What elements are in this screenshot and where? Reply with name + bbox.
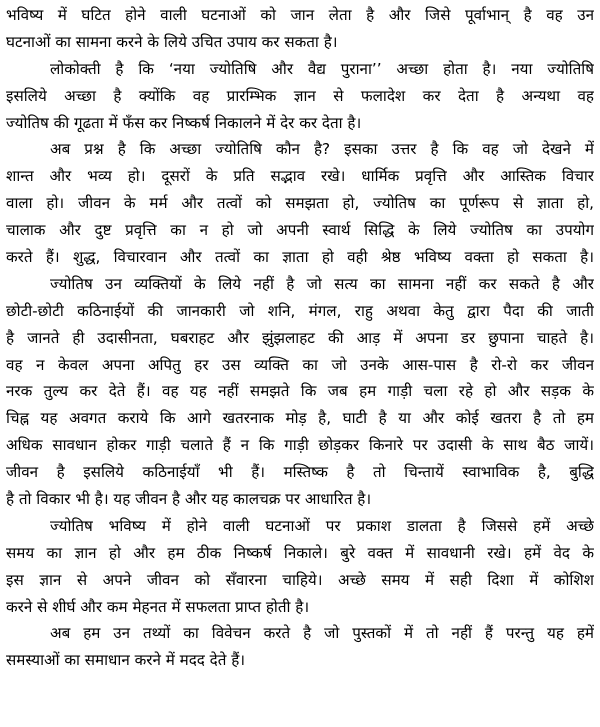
document-page — [6, 2, 594, 674]
text-line: छोटी-छोटी कठिनाईयों की जानकारी जो शनि, मंगल, राहु अथवा केतु द्वारा पैदा की जाती — [6, 301, 594, 320]
text-line: लोकोक्ती है कि ‘नया ज्योतिषि और वैद्य पुराना’’ अच्छा होता है। नया ज्योतिषि — [50, 59, 594, 78]
text-line: अधिक सावधान होकर गाड़ी चलाते हैं न कि गाड़ी छोड़कर किनारे पर उदासी के साथ बैठ जायें। — [6, 436, 594, 455]
text-line: ज्योतिष भविष्य में होने वाली घटनाओं पर प्रकाश डालता है जिससे हमें अच्छे — [50, 516, 594, 535]
text-line: समय का ज्ञान हो और हम ठीक निष्कर्ष निकाले। बुरे वक्त में सावधानी रखे। हमें वेद के — [6, 543, 594, 562]
text-line: चालाक और दुष्ट प्रवृत्ति का न हो जो अपनी स्वार्थ सिद्धि के लिये ज्योतिष का उपयोग — [6, 221, 594, 240]
text-line: है तो विकार भी है। यह जीवन है और यह कालचक्र पर आधारित है। — [6, 490, 372, 509]
text-line: घटनाओं का सामना करने के लिये उचित उपाय कर सकता है। — [6, 32, 338, 51]
text-line: ज्योतिष की गूढता में फँस कर निष्कर्ष निकालने में देर कर देता है। — [6, 113, 362, 132]
text-line: अब प्रश्न है कि अच्छा ज्योतिषि कौन है? इसका उत्तर है कि वह जो देखने में — [50, 140, 594, 159]
text-line: अब हम उन तथ्यों का विवेचन करते है जो पुस्तकों में तो नहीं हैं परन्तु यह हमें — [50, 624, 594, 643]
text-line: करने से शीर्घ और कम मेहनत में सफलता प्राप्त होती है। — [6, 597, 310, 616]
text-line: जीवन है इसलिये कठिनाईयाँ भी हैं। मस्तिष्क है तो चिन्तायें स्वाभाविक है, बुद्धि — [6, 463, 594, 482]
text-line: करते हैं। शुद्ध, विचारवान और तत्वों का ज्ञाता हो वही श्रेष्ठ भविष्य वक्ता हो सकता है। — [6, 248, 594, 267]
text-line: इसलिये अच्छा है क्योंकि वह प्रारम्भिक ज्ञान से फलादेश कर देता है अन्यथा वह — [6, 86, 594, 105]
text-line: भविष्य में घटित होने वाली घटनाओं को जान लेता है और जिसे पूर्वाभान् है वह उन — [6, 6, 594, 24]
text-line: है जानते ही उदासीनता, घबराहट और झुंझलाहट की आड़ में अपना डर छुपाना चाहते है। — [6, 328, 594, 347]
text-line: चिह्न यह अवगत कराये कि आगे खतरनाक मोड़ है, घाटी है या और कोई खतरा है तो हम — [6, 409, 594, 428]
text-line: ज्योतिष उन व्यक्तियों के लिये नहीं है जो सत्य का सामना नहीं कर सकते है और — [50, 274, 594, 293]
text-line: वह न केवल अपना अपितु हर उस व्यक्ति का जो उनके आस-पास है रो-रो कर जीवन — [6, 355, 594, 374]
text-line: इस ज्ञान से अपने जीवन को सँवारना चाहिये। अच्छे समय में सही दिशा में कोशिश — [6, 570, 594, 589]
text-line: नरक तुल्य कर देते हैं। वह यह नहीं समझते कि जब हम गाड़ी चला रहे हो और सड़क के — [6, 382, 594, 401]
text-line: शान्त और भव्य हो। दूसरों के प्रति सद्भाव रखे। धार्मिक प्रवृत्ति और आस्तिक विचार — [6, 167, 594, 186]
text-line: वाला हो। जीवन के मर्म और तत्वों को समझता हो, ज्योतिष का पूर्णरूप से ज्ञाता हो, — [6, 194, 594, 213]
text-line: समस्याओं का समाधान करने में मदद देते हैं। — [6, 651, 246, 670]
